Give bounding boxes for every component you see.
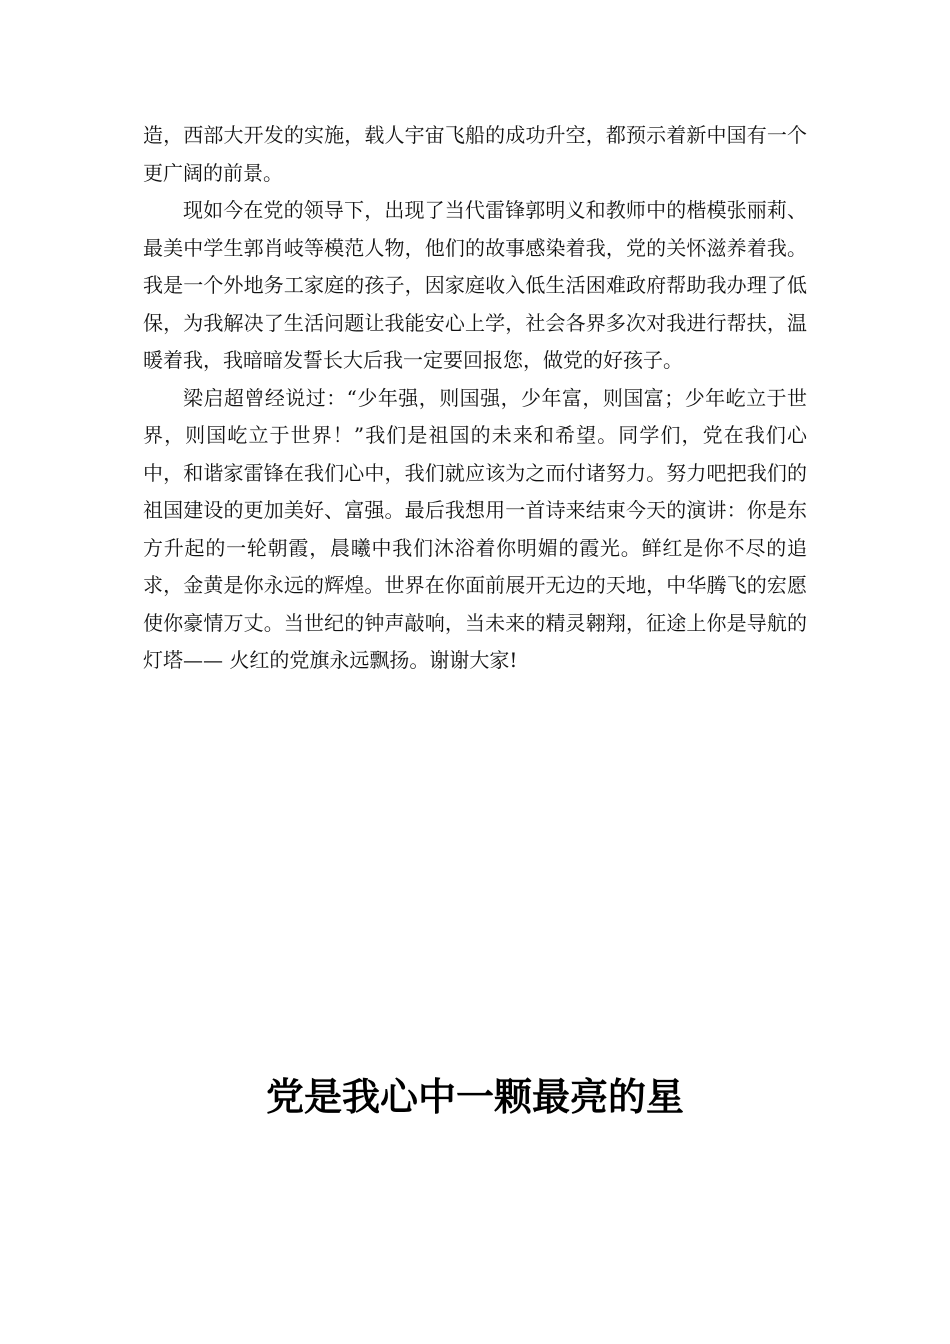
paragraph-continuation: 造，西部大开发的实施，载人宇宙飞船的成功升空，都预示着新中国有一个更广阔的前景。 xyxy=(143,123,807,185)
speech-body xyxy=(143,117,807,680)
section-title: 党是我心中一颗最亮的星 xyxy=(265,1075,684,1119)
paragraph-role-models: 现如今在党的领导下，出现了当代雷锋郭明义和教师中的楷模张丽莉、最美中学生郭肖岐等模范人物，他们的故事感染着我，党的关怀滋养着我。我是一个外地务工家庭的孩子，因家庭收入低生活困难政府帮助我办理了低保，为我解决了生活问题让我能安心上学，社会各界多次对我进行帮扶，温暖着我，我暗暗发誓长大后我一定要回报您，做党的好孩子。 xyxy=(143,198,807,372)
paragraph-closing: 梁启超曾经说过：“少年强，则国强，少年富，则国富；少年屹立于世界，则国屹立于世界！”我们是祖国的未来和希望。同学们，党在我们心中，和谐家雷锋在我们心中，我们就应该为之而付诸努力。努力吧把我们的祖国建设的更加美好、富强。最后我想用一首诗来结束今天的演讲：你是东方升起的一轮朝霞，晨曦中我们沐浴着你明媚的霞光。鲜红是你不尽的追求，金黄是你永远的辉煌。世界在你面前展开无边的天地，中华腾飞的宏愿使你豪情万丈。当世纪的钟声敲响，当未来的精灵翱翔，征途上你是导航的灯塔—— 火红的党旗永远飘扬。谢谢大家! xyxy=(143,385,807,672)
